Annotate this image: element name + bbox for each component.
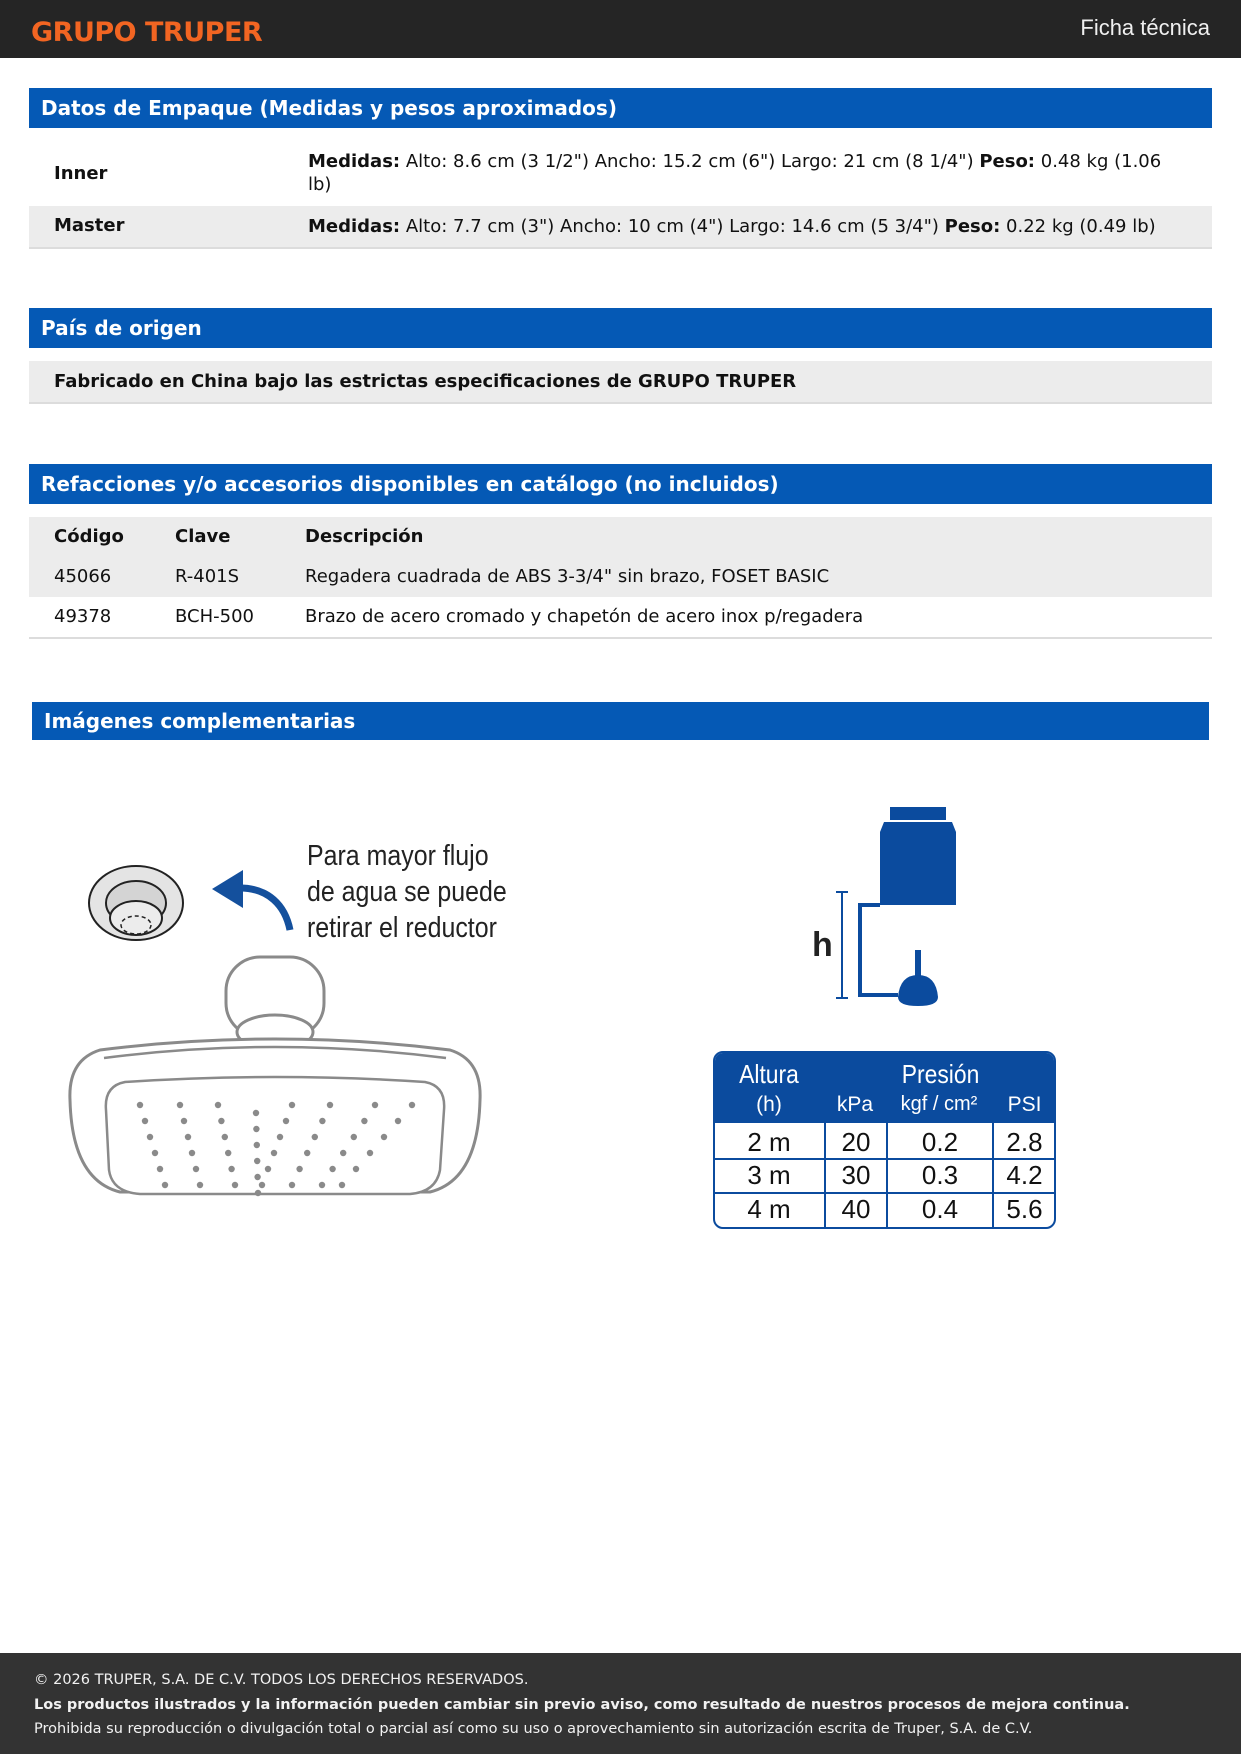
footer [0,1653,1241,1754]
table-cell-codigo: 45066 [54,566,112,587]
note-line: Para mayor flujo [307,840,489,872]
table-cell: 2.8 [1006,1127,1043,1157]
table-cell-descripcion: Regadera cuadrada de ABS 3-3/4" sin brazo, FOSET BASIC [305,566,830,587]
peso-label: Peso: [979,151,1036,172]
header-altura: Altura [739,1059,799,1089]
peso-value: 0.22 kg (0.49 lb) [1000,216,1156,237]
packaging-row-values [308,150,1182,196]
packaging-row-values [308,215,1182,238]
table-cell: 5.6 [1006,1194,1043,1224]
table-cell: 40 [841,1194,871,1224]
table-cell: 30 [841,1160,871,1190]
height-label: h [812,926,833,964]
accessories-section-title: Refacciones y/o accesorios disponibles en catálogo (no incluidos) [29,464,1212,504]
subheader-h: (h) [756,1093,782,1116]
table-cell-clave: R-401S [175,566,240,587]
origin-section-title: País de origen [29,308,1212,348]
packaging-row-label: Inner [54,163,108,184]
table-cell-clave: BCH-500 [175,606,254,627]
table-cell: 4.2 [1006,1160,1043,1190]
peso-label: Peso: [944,216,1001,237]
col-header-codigo: Código [54,526,124,547]
table-row [29,597,1212,639]
footer-notice: Los productos ilustrados y la información pueden cambiar sin previo aviso, como resultado de nuestros procesos de mejora continua. [34,1697,1130,1713]
brand-logo: GRUPO TRUPER [31,17,263,48]
images-section-title: Imágenes complementarias [32,702,1209,740]
footer-legal: Prohibida su reproducción o divulgación total o parcial así como su uso o aprovechamiento sin autorización escrita de Truper, S.A. de C.V. [34,1721,1033,1737]
reducer-note [307,838,507,946]
table-cell: 2 m [747,1127,791,1157]
table-cell: 0.3 [921,1160,959,1190]
table-cell: 0.2 [921,1127,959,1157]
col-header-clave: Clave [175,526,231,547]
header-presion: Presión [901,1059,980,1089]
header-bar [0,0,1241,58]
curved-arrow-icon [212,870,290,930]
packaging-row-inner [29,139,1212,206]
medidas-value: Alto: 7.7 cm (3") Ancho: 10 cm (4") Largo: 14.6 cm (5 3/4") [400,216,945,237]
col-header-descripcion: Descripción [305,526,424,547]
footer-copyright: © 2026 TRUPER, S.A. DE C.V. TODOS LOS DERECHOS RESERVADOS. [34,1672,529,1688]
origin-row [29,361,1212,404]
table-cell: 4 m [747,1194,791,1224]
accessories-table-header-and-row1 [29,517,1212,597]
subheader-kpa: kPa [836,1093,874,1116]
table-cell-descripcion: Brazo de acero cromado y chapetón de acero inox p/regadera [305,606,864,627]
packaging-section-title: Datos de Empaque (Medidas y pesos aproximados) [29,88,1212,128]
pressure-table [713,1051,1056,1229]
packaging-row-label: Master [54,215,125,236]
medidas-label: Medidas: [308,151,401,172]
medidas-label: Medidas: [308,216,401,237]
peso-value: 0.48 kg (1.06 lb) [308,151,1162,195]
packaging-row-master [29,206,1212,249]
document-type-label: Ficha técnica [1080,15,1210,40]
note-line: de agua se puede [307,876,507,908]
water-tank-height-diagram [800,800,970,1020]
table-cell: 3 m [747,1160,791,1190]
table-cell-codigo: 49378 [54,606,112,627]
subheader-kgf: kgf / cm² [900,1093,978,1115]
reducer-icon [89,866,183,940]
shower-head-illustration [0,760,620,1220]
table-cell: 20 [841,1127,871,1157]
medidas-value: Alto: 8.6 cm (3 1/2") Ancho: 15.2 cm (6") Largo: 21 cm (8 1/4") [400,151,980,172]
table-cell: 0.4 [921,1194,959,1224]
origin-text: Fabricado en China bajo las estrictas especificaciones de GRUPO TRUPER [54,371,797,392]
subheader-psi: PSI [1007,1093,1042,1116]
note-line: retirar el reductor [307,912,497,944]
